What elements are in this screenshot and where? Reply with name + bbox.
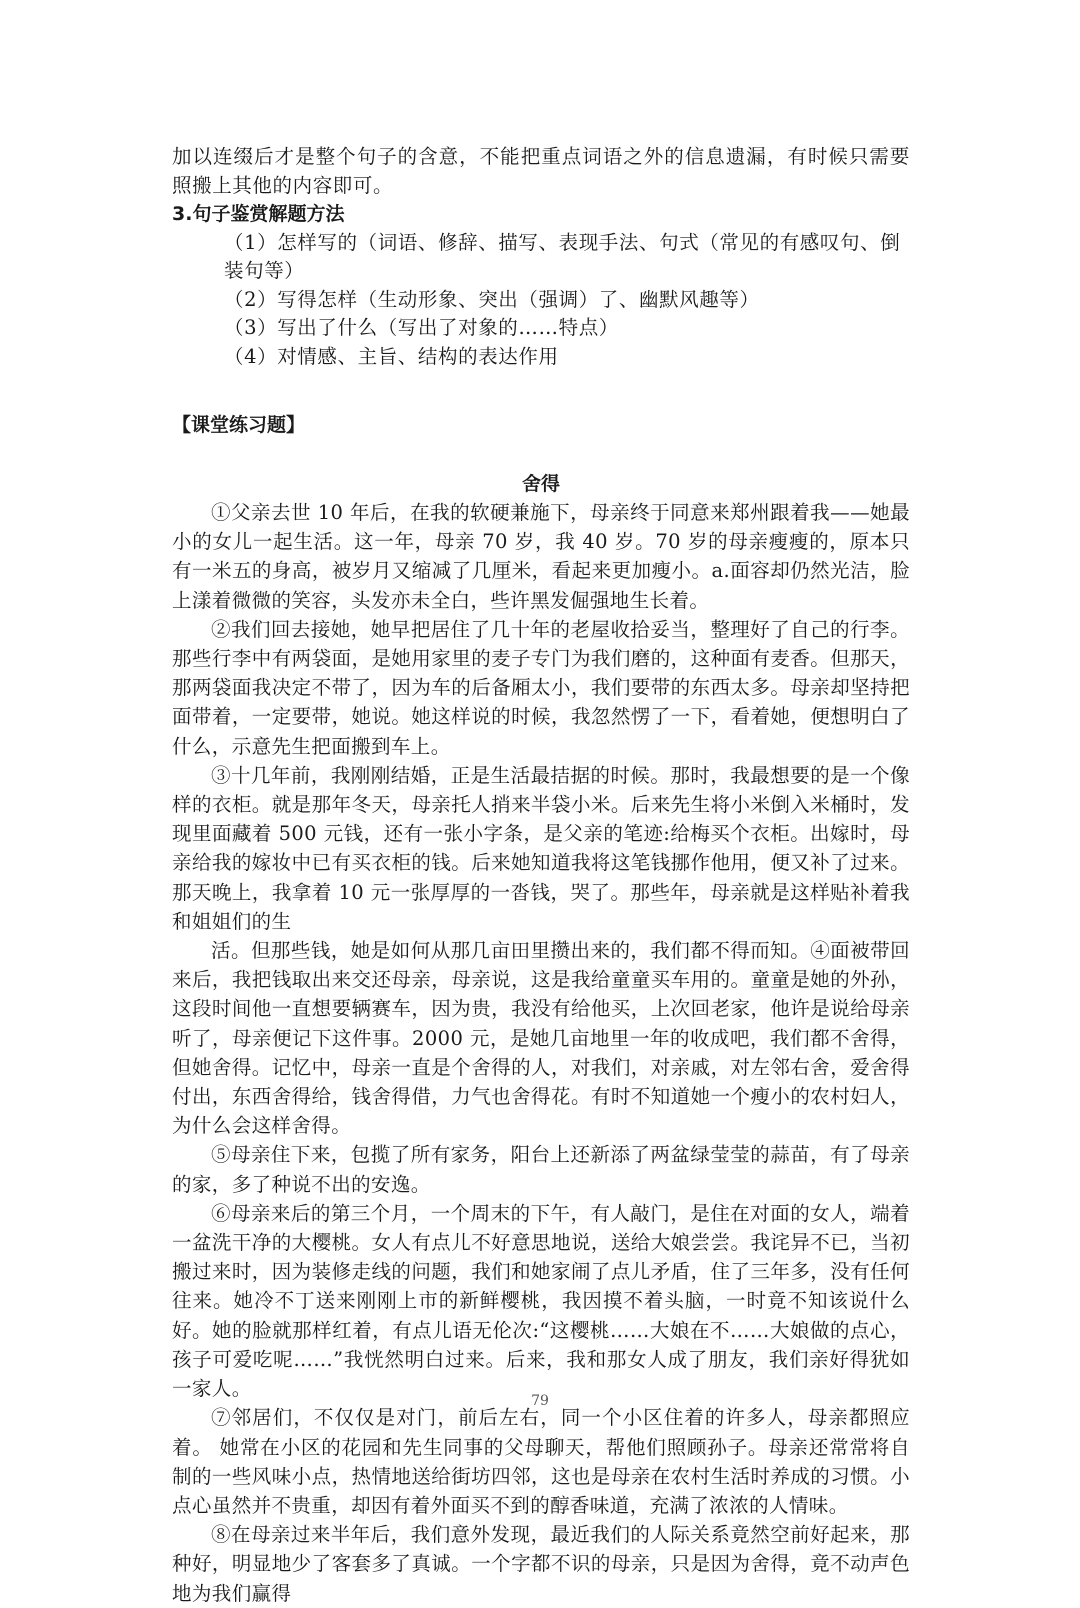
article-paragraph-7: ⑦邻居们，不仅仅是对门，前后左右，同一个小区住着的许多人，母亲都照应着。 她常在小区的花园和先生同事的父母聊天，帮他们照顾孙子。母亲还常常将自制的一些风味小点，热情地送给街坊四邻，这也是母亲在农村生活时养成的习惯。小点心虽然并不贵重，却因有着外面买不到的醇香味道，充满了浓浓的人情味。 xyxy=(172,1406,910,1517)
method-item: （3）写出了什么（写出了对象的……特点） xyxy=(224,316,619,339)
article-paragraph-3: ③十几年前，我刚刚结婚，正是生活最拮据的时候。那时，我最想要的是一个像样的衣柜。就是那年冬天，母亲托人捎来半袋小米。后来先生将小米倒入米桶时，发现里面藏着 500 元钱，还有一张小字条，是父亲的笔迹:给梅买个衣柜。出嫁时，母亲给我的嫁妆中已有买衣柜的钱。后来她知道我将这笔钱挪作他用，便又补了过来。那天晚上，我拿着 10 元一张厚厚的一沓钱，哭了。那些年，母亲就是这样贴补着我和姐姐们的生 xyxy=(172,763,910,933)
exercise-label: 【课堂练习题】 xyxy=(172,414,306,436)
page-content xyxy=(172,143,910,1608)
method-heading: 3.句子鉴赏解题方法 xyxy=(172,203,345,225)
article-paragraph-2: ②我们回去接她，她早把居住了几十年的老屋收拾妥当，整理好了自己的行李。那些行李中有两袋面，是她用家里的麦子专门为我们磨的，这种面有麦香。但那天，那两袋面我决定不带了，因为车的后备厢太小，我们要带的东西太多。母亲却坚持把面带着，一定要带，她说。她这样说的时候，我忽然愣了一下，看着她，便想明白了什么，示意先生把面搬到车上。 xyxy=(172,617,910,758)
article-paragraph-8: ⑧在母亲过来半年后，我们意外发现，最近我们的人际关系竟然空前好起来，那种好，明显地少了客套多了真诚。一个字都不识的母亲，只是因为舍得，竟不动声色地为我们赢得 xyxy=(172,1523,910,1605)
article-title: 舍得 xyxy=(521,472,560,495)
article-paragraph-4: 活。但那些钱，她是如何从那几亩田里攒出来的，我们都不得而知。④面被带回来后，我把钱取出来交还母亲，母亲说，这是我给童童买车用的。童童是她的外孙，这段时间他一直想要辆赛车，因为贵，我没有给他买，上次回老家，他许是说给母亲听了，母亲便记下这件事。2000 元，是她几亩地里一年的收成吧，我们都不舍得，但她舍得。记忆中，母亲一直是个舍得的人，对我们，对亲戚，对左邻右舍，爱舍得付出，东西舍得给，钱舍得借，力气也舍得花。有时不知道她一个瘦小的农村妇人，为什么会这样舍得。 xyxy=(172,939,910,1138)
method-item: （1）怎样写的（词语、修辞、描写、表现手法、句式（常见的有感叹句、倒装句等） xyxy=(224,230,901,282)
article-paragraph-5: ⑤母亲住下来，包揽了所有家务，阳台上还新添了两盆绿莹莹的蒜苗，有了母亲的家，多了种说不出的安逸。 xyxy=(172,1143,910,1196)
article-paragraph-1: ①父亲去世 10 年后，在我的软硬兼施下，母亲终于同意来郑州跟着我——她最小的女儿一起生活。这一年，母亲 70 岁，我 40 岁。70 岁的母亲瘦瘦的，原本只有一米五的身高，被岁月又缩减了几厘米，看起来更加瘦小。a.面容却仍然光洁，脸上漾着微微的笑容，头发亦未全白，些许黑发倔强地生长着。 xyxy=(172,501,910,612)
method-item: （2）写得怎样（生动形象、突出（强调）了、幽默风趣等） xyxy=(224,287,760,311)
intro-text: 加以连缀后才是整个句子的含意，不能把重点词语之外的信息遗漏，有时候只需要照搬上其他的内容即可。 xyxy=(172,145,910,197)
page-number: 79 xyxy=(531,1393,549,1409)
method-item: （4）对情感、主旨、结构的表达作用 xyxy=(224,344,559,368)
article-paragraph-6: ⑥母亲来后的第三个月，一个周末的下午，有人敲门，是住在对面的女人，端着一盆洗干净的大樱桃。女人有点儿不好意思地说，送给大娘尝尝。我诧异不已，当初搬过来时，因为装修走线的问题，我们和她家闹了点儿矛盾，住了三年多，没有任何往来。她冷不丁送来刚刚上市的新鲜樱桃，我因摸不着头脑，一时竟不知该说什么好。她的脸就那样红着，有点儿语无伦次:“这樱桃……大娘在不……大娘做的点心，孩子可爱吃呢……”我恍然明白过来。后来，我和那女人成了朋友，我们亲好得犹如一家人。 xyxy=(172,1201,910,1401)
